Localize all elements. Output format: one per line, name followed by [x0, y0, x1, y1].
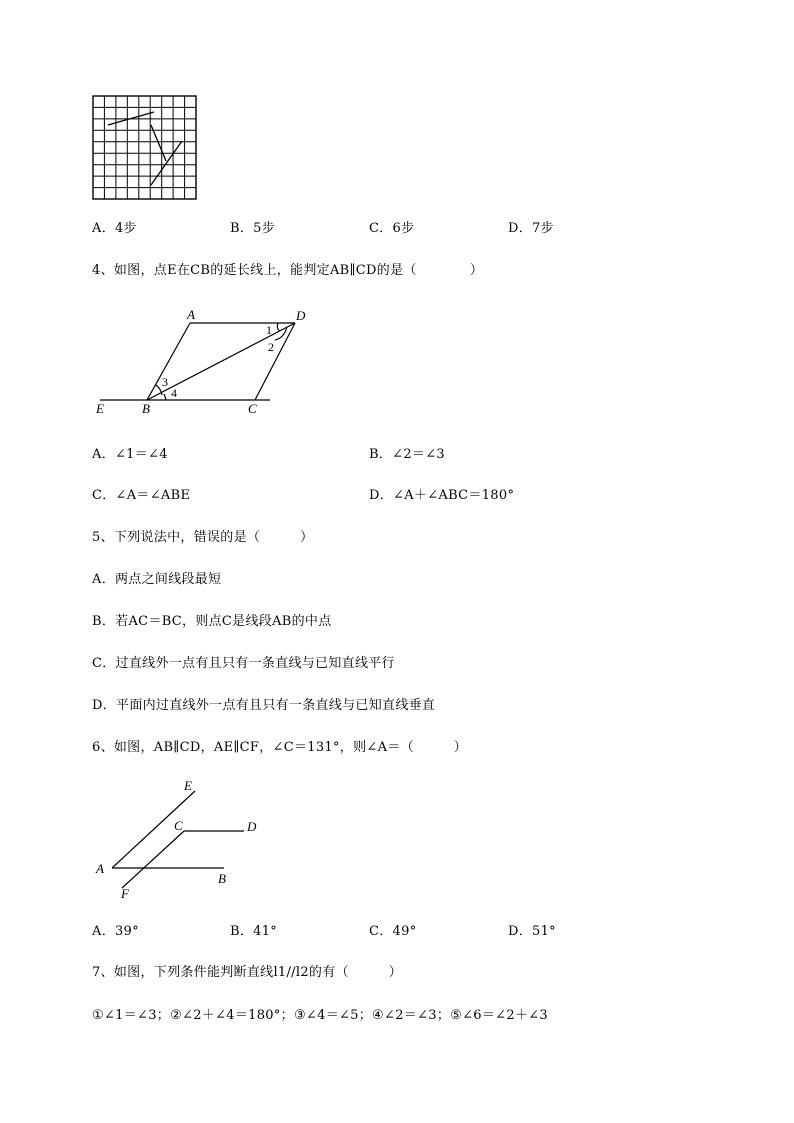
q6-option-d[interactable]: D．51°: [508, 924, 556, 939]
q4-option-a[interactable]: A．∠1＝∠4: [92, 447, 168, 462]
q5-option-b[interactable]: B．若AC＝BC，则点C是线段AB的中点: [92, 614, 332, 629]
q6-option-b[interactable]: B．41°: [230, 924, 278, 939]
q5-option-c[interactable]: C．过直线外一点有且只有一条直线与已知直线平行: [92, 656, 395, 671]
q4-angle-1: 1: [266, 323, 272, 337]
q3-option-c[interactable]: C．6步: [369, 221, 415, 236]
q4-angle-3: 3: [162, 375, 168, 389]
q4-stem: 4、如图，点E在CB的延长线上，能判定AB∥CD的是（ ）: [92, 263, 484, 278]
q6-label-b: B: [218, 871, 226, 886]
q4-label-a: A: [187, 307, 195, 322]
q4-option-d[interactable]: D．∠A＋∠ABC＝180°: [369, 488, 515, 503]
q5-stem: 5、下列说法中，错误的是（ ）: [92, 530, 314, 545]
q6-option-c[interactable]: C．49°: [369, 924, 417, 939]
q6-label-d: D: [247, 819, 257, 834]
q3-option-b[interactable]: B．5步: [230, 221, 276, 236]
q4-label-c: C: [248, 401, 257, 416]
q4-angle-4: 4: [171, 386, 177, 400]
q6-label-f: F: [121, 886, 129, 901]
q3-option-d[interactable]: D．7步: [508, 221, 554, 236]
q5-option-a[interactable]: A．两点之间线段最短: [92, 572, 222, 587]
q6-stem: 6、如图，AB∥CD，AE∥CF，∠C＝131°，则∠A＝（ ）: [92, 740, 468, 755]
q4-option-c[interactable]: C．∠A＝∠ABE: [92, 488, 191, 503]
q4-figure: [90, 305, 320, 417]
q4-label-d: D: [296, 308, 306, 323]
q6-label-e: E: [184, 778, 192, 793]
q3-option-a[interactable]: A．4步: [92, 221, 137, 236]
q6-label-c: C: [174, 818, 183, 833]
q4-label-b: B: [142, 401, 150, 416]
grid-figure: [92, 95, 198, 201]
q4-label-e: E: [96, 401, 104, 416]
q6-option-a[interactable]: A．39°: [92, 924, 139, 939]
q5-option-d[interactable]: D．平面内过直线外一点有且只有一条直线与已知直线垂直: [92, 698, 436, 713]
q4-angle-2: 2: [268, 340, 274, 354]
q4-option-b[interactable]: B．∠2＝∠3: [369, 447, 445, 462]
q7-stem: 7、如图，下列条件能判断直线l1//l2的有（ ）: [92, 965, 402, 980]
q7-conditions: ①∠1＝∠3；②∠2＋∠4＝180°；③∠4＝∠5；④∠2＝∠3；⑤∠6＝∠2＋∠3: [92, 1008, 548, 1023]
q6-figure: [92, 777, 272, 902]
q6-label-a: A: [96, 861, 104, 876]
